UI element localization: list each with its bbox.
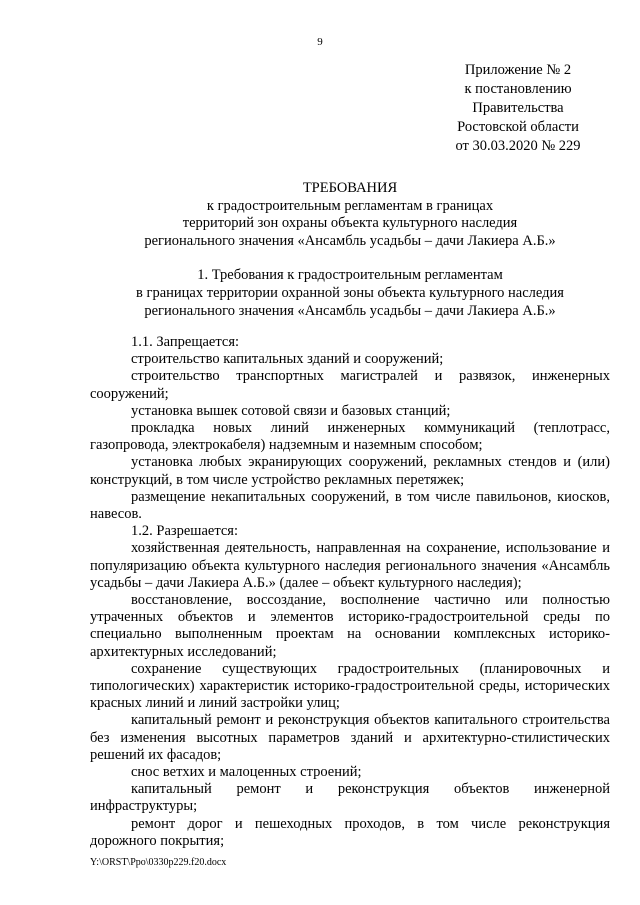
paragraph: прокладка новых линий инженерных коммуникаций (теплотрасс, газопровода, электрокабеля) надземным и наземным способом; (90, 420, 610, 454)
paragraph: строительство капитальных зданий и сооружений; (131, 351, 444, 368)
paragraph: капитальный ремонт и реконструкция объектов инженерной инфраструктуры; (90, 781, 610, 815)
paragraph: снос ветхих и малоценных строений; (131, 764, 362, 781)
appendix-line: Ростовской области (457, 119, 579, 135)
paragraph: размещение некапитальных сооружений, в том числе павильонов, киосков, навесов. (90, 488, 610, 523)
section-line: регионального значения «Ансамбль усадьбы – дачи Лакиера А.Б.» (144, 303, 556, 319)
paragraph: сохранение существующих градостроительных (планировочных и типологических) характеристик историко-градостроительной среды, исторических красных линий и линий застройки улиц; (90, 660, 610, 712)
page-number: 9 (317, 36, 323, 48)
paragraph: строительство транспортных магистралей и развязок, инженерных сооружений; (90, 368, 610, 402)
title-heading: ТРЕБОВАНИЯ (302, 180, 398, 196)
section-line: в границах территории охранной зоны объекта культурного наследия (136, 285, 564, 301)
document-body (90, 334, 610, 850)
paragraph: капитальный ремонт и реконструкция объектов капитального строительства без изменения высотных параметров зданий и архитектурно-стилистических решений их фасадов; (90, 712, 610, 763)
appendix-line: от 30.03.2020 № 229 (455, 138, 581, 154)
file-path-footer: Y:\ORST\Ppo\0330p229.f20.docx (90, 857, 227, 868)
paragraph: 1.2. Разрешается: (131, 523, 238, 540)
appendix-line: Правительства (472, 100, 564, 116)
paragraph: ремонт дорог и пешеходных проходов, в том числе реконструкция дорожного покрытия; (90, 815, 610, 849)
section-line: 1. Требования к градостроительным регламентам (197, 267, 503, 283)
title-line: к градостроительным регламентам в границах (206, 197, 494, 214)
paragraph: 1.1. Запрещается: (131, 334, 240, 350)
appendix-header (433, 61, 603, 156)
paragraph: хозяйственная деятельность, направленная на сохранение, использование и популяризацию объекта культурного наследия регионального значения «Ансамбль усадьбы – дачи Лакиера А.Б.» (далее – объект культурного наследия); (90, 540, 610, 591)
section-heading (90, 266, 610, 320)
paragraph: установка вышек сотовой связи и базовых станций; (131, 402, 451, 419)
document-title (90, 180, 610, 250)
paragraph: восстановление, воссоздание, восполнение частично или полностью утраченных объектов и элементов историко-градостроительной среды по специально выполненным проектам на основании комплексных историко-архитектурных исследований; (90, 592, 610, 660)
title-line: регионального значения «Ансамбль усадьбы – дачи Лакиера А.Б.» (144, 232, 556, 249)
title-line: территорий зон охраны объекта культурного наследия (182, 215, 518, 231)
paragraph: установка любых экранирующих сооружений, рекламных стендов и (или) конструкций, в том числе устройство рекламных перетяжек; (90, 454, 610, 488)
appendix-line: Приложение № 2 (464, 62, 572, 78)
appendix-line: к постановлению (464, 81, 572, 97)
